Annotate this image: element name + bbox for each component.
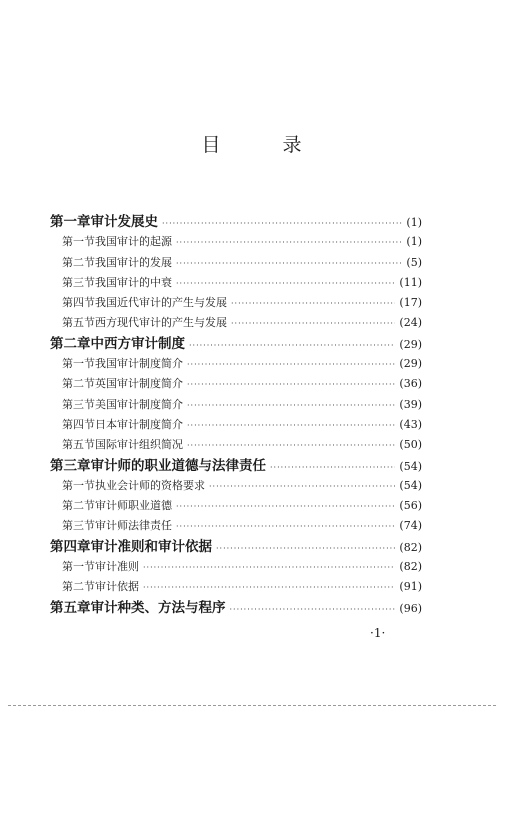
page-number: ·1· [370, 626, 386, 640]
dot-leader [143, 578, 395, 598]
section-title: 审计依据 [95, 580, 139, 594]
chapter-number: 第五章 [50, 599, 91, 616]
chapter-number: 第四章 [50, 538, 91, 555]
section-title: 日本审计制度简介 [95, 417, 183, 431]
chapter-title: 中西方审计制度 [90, 335, 185, 352]
dot-leader [216, 539, 395, 559]
toc-section-row [50, 313, 422, 333]
title-char-2: 录 [282, 134, 304, 156]
chapter-title: 审计师的职业道德与法律责任 [90, 457, 266, 474]
title-char-1: 目 [201, 134, 223, 156]
chapter-number: 第一章 [50, 214, 91, 230]
dot-leader [231, 294, 395, 314]
page-ref: (24) [399, 316, 422, 330]
page-ref: (82) [399, 560, 422, 574]
section-title: 审计师法律责任 [95, 519, 172, 533]
section-number: 第三节 [62, 275, 95, 289]
chapter-number: 第三章 [50, 457, 91, 474]
page-ref: (50) [399, 438, 422, 452]
page-ref: (11) [399, 275, 422, 289]
toc-section-row [50, 435, 422, 455]
page-ref: (1) [406, 235, 422, 249]
toc-section-row [50, 557, 422, 577]
toc-section-row [50, 273, 422, 293]
page-ref: (54) [399, 459, 422, 473]
section-title: 我国审计的起源 [95, 235, 172, 249]
section-number: 第三节 [62, 397, 95, 411]
dot-leader [176, 274, 395, 294]
section-title: 我国审计的发展 [95, 255, 172, 269]
section-number: 第三节 [62, 519, 95, 533]
section-number: 第二节 [62, 255, 95, 269]
toc-section-row [50, 395, 422, 415]
toc-section-row [50, 374, 422, 394]
dot-leader [189, 336, 395, 356]
section-title: 执业会计师的资格要求 [95, 478, 205, 492]
toc-section-row [50, 577, 422, 597]
toc-section-row [50, 232, 422, 252]
bottom-scan-rule [8, 705, 496, 707]
dot-leader [176, 517, 395, 537]
page-ref: (91) [399, 580, 422, 594]
page-ref: (43) [399, 417, 422, 431]
page-title [0, 130, 505, 157]
section-title: 我国审计的中衰 [95, 275, 172, 289]
page-ref: (39) [399, 397, 422, 411]
table-of-contents [50, 212, 422, 618]
toc-section-row [50, 476, 422, 496]
page-ref: (82) [399, 540, 422, 554]
toc-section-row [50, 496, 422, 516]
page-ref: (5) [406, 255, 422, 269]
section-title: 我国审计制度简介 [95, 357, 183, 371]
section-title: 美国审计制度简介 [95, 397, 183, 411]
page-ref: (36) [399, 377, 422, 391]
section-title: 我国近代审计的产生与发展 [95, 296, 227, 310]
toc-chapter-row [50, 456, 422, 476]
dot-leader [209, 477, 395, 497]
page-ref: (74) [399, 519, 422, 533]
section-title: 西方现代审计的产生与发展 [95, 316, 227, 330]
section-number: 第五节 [62, 438, 95, 452]
section-title: 审计师职业道德 [95, 499, 172, 513]
dot-leader [187, 436, 395, 456]
dot-leader [270, 458, 395, 478]
section-number: 第一节 [62, 560, 95, 574]
section-number: 第一节 [62, 235, 95, 249]
dot-leader [143, 558, 395, 578]
toc-chapter-row [50, 212, 422, 232]
chapter-title: 审计发展史 [90, 214, 158, 230]
toc-section-row [50, 516, 422, 536]
dot-leader [187, 416, 395, 436]
section-title: 英国审计制度简介 [95, 377, 183, 391]
page-ref: (54) [399, 478, 422, 492]
page-ref: (96) [399, 601, 422, 615]
section-number: 第一节 [62, 478, 95, 492]
page-ref: (17) [399, 296, 422, 310]
section-number: 第四节 [62, 296, 95, 310]
toc-section-row [50, 354, 422, 374]
page-ref: (1) [406, 216, 422, 229]
section-number: 第四节 [62, 417, 95, 431]
page-ref: (56) [399, 499, 422, 513]
toc-section-row [50, 293, 422, 313]
chapter-number: 第二章 [50, 335, 91, 352]
dot-leader [231, 314, 395, 334]
toc-section-row [50, 253, 422, 273]
section-title: 审计准则 [95, 560, 139, 574]
section-title: 国际审计组织简况 [95, 438, 183, 452]
section-number: 第二节 [62, 499, 95, 513]
toc-chapter-row [50, 334, 422, 354]
dot-leader [187, 375, 395, 395]
toc-section-row [50, 415, 422, 435]
dot-leader [176, 233, 402, 253]
dot-leader [162, 214, 402, 234]
toc-chapter-row [50, 598, 422, 618]
section-number: 第五节 [62, 316, 95, 330]
toc-chapter-row [50, 537, 422, 557]
section-number: 第二节 [62, 377, 95, 391]
dot-leader [187, 396, 395, 416]
dot-leader [176, 254, 402, 274]
dot-leader [176, 497, 395, 517]
chapter-title: 审计准则和审计依据 [90, 538, 212, 555]
dot-leader [230, 600, 396, 620]
chapter-title: 审计种类、方法与程序 [90, 599, 226, 616]
section-number: 第一节 [62, 357, 95, 371]
section-number: 第二节 [62, 580, 95, 594]
page-ref: (29) [399, 357, 422, 371]
page-ref: (29) [399, 337, 422, 351]
dot-leader [187, 355, 395, 375]
